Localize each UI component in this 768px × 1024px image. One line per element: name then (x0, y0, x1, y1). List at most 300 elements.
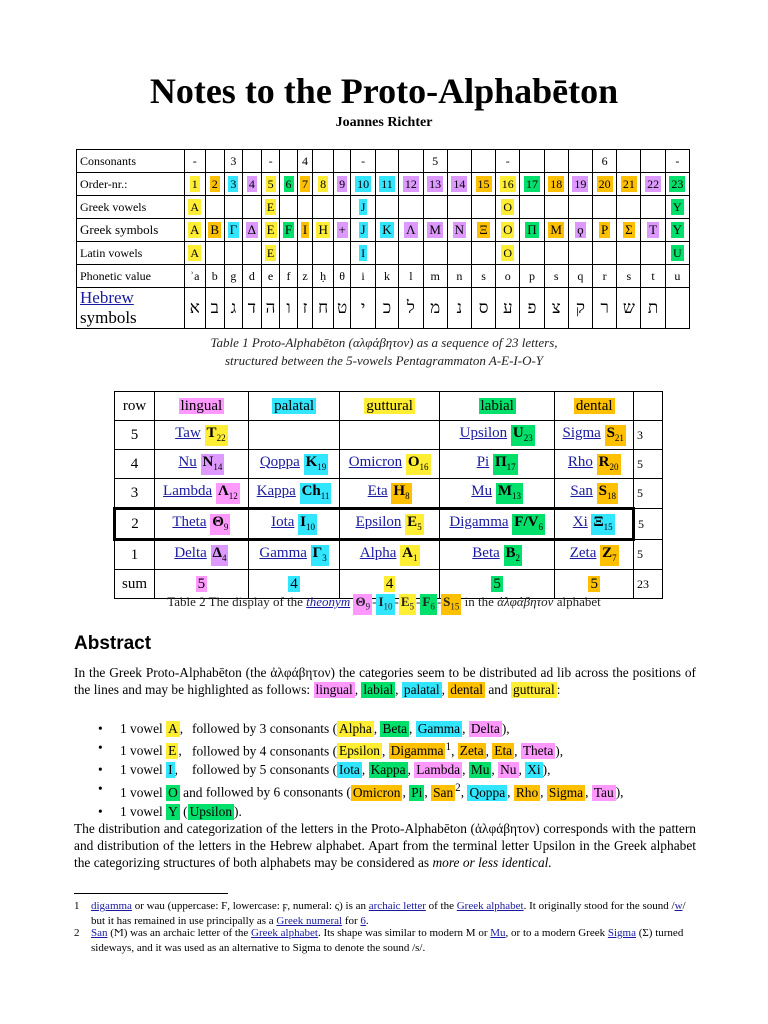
t2-sum-label: sum (115, 570, 155, 599)
paragraph-text: The distribution and categorization of the letters in the Proto-Alphabēton (ἀλφάβητον) corresponds with the pattern and distribution of the letters in the Hebrew alphabet. Apart from the terminal letter Upsilon in the Greek alphabet the categorizing structures of both alphabets may be considered as (74, 821, 696, 870)
t1-row (77, 288, 690, 329)
symbol-index: 10 (383, 601, 393, 612)
footnote-link[interactable]: San (91, 927, 108, 939)
t2-cell (340, 450, 440, 479)
t1-cell-value: Γ (229, 222, 238, 237)
abstract-paragraph-2 (74, 820, 696, 871)
category-label: dental (575, 397, 613, 414)
t1-row (77, 219, 690, 242)
t2-header-row (115, 392, 663, 421)
t1-cell (593, 196, 617, 219)
t2-cell (340, 479, 440, 509)
t1-cell (399, 196, 423, 219)
t1-cell (568, 242, 592, 265)
letter-link[interactable]: Epsilon (355, 513, 402, 530)
symbol-index: 9 (223, 521, 229, 532)
letter-link[interactable]: Omicron (348, 453, 403, 470)
t1-cell-value: - (268, 153, 273, 168)
symbol-index: 15 (603, 521, 613, 532)
letter-link[interactable]: Lambda (163, 482, 213, 499)
t1-cell-value: I (302, 222, 308, 237)
footnote-link[interactable]: w (674, 900, 683, 912)
vowel: E (168, 743, 177, 759)
t1-cell-value: N (454, 222, 465, 237)
symbol-glyph: M (497, 482, 513, 499)
t2-row-number: 5 (115, 421, 155, 450)
t1-cell (447, 150, 471, 173)
paragraph-text: and (488, 682, 508, 697)
symbol-glyph: B (505, 544, 516, 561)
t1-cell-value: n (456, 268, 463, 283)
proto-alphabeton-table (76, 149, 690, 329)
t1-cell (297, 196, 313, 219)
t1-cell (205, 265, 224, 288)
t2-header-cell (248, 392, 340, 421)
t1-cell (496, 242, 520, 265)
t2-cell (155, 421, 249, 450)
letter-link[interactable]: Beta (472, 544, 500, 561)
t1-cell (280, 265, 297, 288)
t1-cell (242, 288, 261, 329)
letter-link[interactable]: Kappa (256, 482, 296, 499)
t1-cell (333, 219, 351, 242)
letter-symbol (493, 454, 518, 475)
t1-cell-value: u (674, 268, 681, 283)
t1-cell (423, 219, 447, 242)
symbol-index: 10 (306, 521, 316, 532)
t1-cell (185, 196, 206, 219)
t2-count: 5 (634, 540, 663, 570)
t1-cell (313, 196, 334, 219)
t2-row (115, 509, 663, 540)
t1-cell-value: q (577, 268, 584, 283)
theonym-link[interactable]: theonym (306, 594, 351, 609)
caption-line: Table 1 Proto-Alphabēton (αλφάβητον) as a sequence of 23 letters, (210, 335, 558, 350)
t1-cell-value: B (210, 222, 220, 237)
formula-symbol (353, 594, 372, 615)
symbol-glyph: K (305, 453, 318, 470)
t1-cell-value: 16 (501, 177, 514, 191)
letter-link[interactable]: Eta (367, 482, 388, 499)
t1-cell (665, 150, 689, 173)
t2-count: 5 (634, 479, 663, 509)
symbol-glyph: U (512, 424, 524, 441)
t1-cell-value: z (302, 268, 308, 283)
symbol-index: 11 (320, 490, 330, 501)
t1-cell (593, 173, 617, 196)
t1-cell (423, 196, 447, 219)
t2-cell (248, 479, 340, 509)
letter-link[interactable]: Taw (175, 424, 201, 441)
t1-cell-value: 22 (647, 177, 660, 191)
letter-name: San (433, 784, 454, 800)
footnote-link[interactable]: Greek alphabet (251, 927, 318, 939)
vowel-lead: 1 vowel I , (120, 762, 178, 778)
t1-cell (617, 219, 641, 242)
t1-cell-value: 21 (622, 177, 635, 191)
category-label: guttural (366, 397, 413, 414)
caption-greek: ἀλφάβητον (497, 594, 554, 609)
vowel: Y (168, 803, 178, 819)
t1-cell (568, 219, 592, 242)
sum-value: 4 (385, 575, 394, 592)
letter-name: Upsilon (189, 803, 233, 819)
t1-cell-value: Σ (625, 222, 633, 237)
t1-cell (447, 196, 471, 219)
t1-cell (261, 242, 279, 265)
t1-cell (665, 173, 689, 196)
symbol-glyph: E (407, 513, 418, 530)
t1-cell-value: 7 (302, 177, 309, 191)
t1-cell (520, 265, 544, 288)
t1-cell-value: 3 (230, 177, 237, 191)
t1-cell (351, 242, 375, 265)
list-item: • 1 vowel Y ( Upsilon ). (98, 803, 242, 819)
t1-cell (242, 242, 261, 265)
t1-cell-value: s (626, 268, 632, 283)
t1-cell (641, 196, 665, 219)
t1-cell (471, 265, 495, 288)
t1-cell (375, 288, 399, 329)
footnote-link[interactable]: Mu (490, 927, 506, 939)
footnote-text-part: (Σ) turned sideways, and it was used as an alternative to Sigma to denote the sound /s/. (91, 927, 684, 954)
t1-cell-value: 9 (339, 177, 346, 191)
list-item: • 1 vowel E , followed by 4 consonants ( Epsilon , Digamma $^1$, Zeta , Eta , Theta ), (98, 740, 564, 759)
t1-cell (297, 173, 313, 196)
t1-cell (471, 196, 495, 219)
t1-cell-value: J (360, 222, 366, 237)
t1-cell (313, 219, 334, 242)
letter-link[interactable]: Xi (572, 513, 588, 530)
letter-symbol (512, 514, 545, 535)
t1-cell-value: פ (527, 298, 537, 317)
symbol-index: 12 (228, 490, 238, 501)
t1-cell (297, 150, 313, 173)
t1-cell (641, 173, 665, 196)
t2-cell (248, 540, 340, 570)
t1-cell (224, 265, 242, 288)
t1-cell (520, 150, 544, 173)
t1-cell (447, 288, 471, 329)
t1-cell (617, 265, 641, 288)
t1-cell-value: ḥ (320, 268, 327, 283)
t1-cell (280, 196, 297, 219)
letter-link[interactable]: Qoppa (259, 453, 300, 470)
t1-cell (544, 288, 568, 329)
t1-cell (496, 288, 520, 329)
t1-row-label: Phonetic value (77, 265, 185, 288)
author: Joannes Richter (335, 115, 433, 130)
t1-cell (185, 219, 206, 242)
symbol-glyph: A (402, 544, 414, 561)
t1-cell (471, 173, 495, 196)
t1-cell (447, 265, 471, 288)
bullet: • (98, 721, 103, 736)
t1-cell-value: ש (622, 298, 635, 317)
letter-link[interactable]: Sigma (562, 424, 601, 441)
letter-link[interactable]: Zeta (569, 544, 597, 561)
footnote-text-part: . (365, 915, 369, 927)
t1-cell (242, 219, 261, 242)
bullet: • (98, 762, 103, 778)
t1-cell (375, 150, 399, 173)
t1-cell (665, 196, 689, 219)
t1-cell (399, 219, 423, 242)
t1-cell (224, 196, 242, 219)
category-term: guttural (513, 682, 555, 697)
letter-link[interactable]: Pi (476, 453, 490, 470)
t1-cell (375, 173, 399, 196)
footnote-text-part: . It originally stood for the sound / (523, 900, 675, 912)
t1-cell (520, 196, 544, 219)
t1-cell (351, 173, 375, 196)
list-text: followed by 3 consonants ( (192, 721, 338, 736)
t1-cell (496, 265, 520, 288)
letter-name: Beta (382, 721, 408, 736)
t1-cell (568, 265, 592, 288)
letter-link[interactable]: Rho (567, 453, 593, 470)
t2-cell (340, 421, 440, 450)
t1-cell-value: A (190, 246, 200, 260)
t1-row-label: Greek vowels (77, 196, 185, 219)
letter-symbol (591, 514, 614, 535)
t1-cell-value: A (190, 222, 200, 237)
letter-name: Mu (470, 762, 490, 778)
symbol-glyph: Γ (312, 544, 323, 561)
letter-symbol (304, 454, 329, 475)
t2-cell (555, 479, 634, 509)
symbol-glyph: N (202, 453, 214, 470)
t1-cell (423, 288, 447, 329)
t1-cell-value: M (429, 222, 441, 237)
t1-row-label: Consonants (77, 150, 185, 173)
t1-cell (185, 265, 206, 288)
symbol-glyph: S (598, 482, 607, 499)
t1-cell-value: ג (230, 298, 237, 317)
t1-cell (471, 150, 495, 173)
t1-cell-value: H (318, 222, 328, 237)
letter-link[interactable]: San (570, 482, 593, 499)
t1-cell (205, 288, 224, 329)
t1-cell-value: ק (575, 298, 585, 317)
t1-cell (375, 242, 399, 265)
symbol-index: 6 (430, 601, 435, 612)
t1-cell (399, 173, 423, 196)
t1-cell-value: 11 (381, 177, 393, 191)
letter-symbol (504, 545, 523, 566)
footnote-text (91, 926, 701, 956)
caption-line: structured between the 5-vowels Pentagrammaton A-E-I-O-Y (224, 353, 544, 368)
paragraph-text: In the Greek Proto-Alphabēton (the ἀλφάβητον) the categories seem to be distributed ad lib across the positions of the lines and may be highlighted as follows: (74, 665, 696, 697)
t1-cell-value: 18 (550, 177, 563, 191)
caption-text: alphabet (553, 594, 601, 609)
letter-link[interactable]: Gamma (259, 544, 307, 561)
t1-cell (423, 150, 447, 173)
t1-cell-value: ע (502, 298, 513, 317)
t1-cell (399, 265, 423, 288)
t1-cell (333, 242, 351, 265)
footnote-link[interactable]: digamma (91, 900, 132, 912)
t1-cell (544, 219, 568, 242)
formula-symbol (399, 594, 416, 615)
t1-cell (544, 196, 568, 219)
t1-cell (261, 196, 279, 219)
t1-cell (544, 173, 568, 196)
footnote-link[interactable]: Sigma (607, 927, 636, 939)
t2-row (115, 421, 663, 450)
t1-cell (665, 219, 689, 242)
sum-value: 4 (290, 575, 298, 592)
vowel-list (74, 719, 714, 821)
t1-cell (471, 288, 495, 329)
symbol-index: 8 (405, 490, 410, 501)
footnote-text-part: for (342, 915, 361, 927)
t1-cell (544, 265, 568, 288)
symbol-index: 13 (512, 490, 522, 501)
t1-cell-value: 12 (404, 177, 417, 191)
t1-cell-value: 4 (248, 177, 255, 191)
t1-cell (544, 242, 568, 265)
letter-symbol (511, 425, 535, 446)
t2-cell (439, 509, 554, 540)
symbol-glyph: S (443, 594, 451, 609)
letter-name: Qoppa (469, 784, 506, 800)
footnote-text-part: / but it has remained in use principally as a (91, 900, 686, 927)
letter-link[interactable]: Digamma (449, 513, 509, 530)
t1-cell (313, 288, 334, 329)
t1-cell (471, 242, 495, 265)
letter-name: Pi (411, 784, 423, 800)
sum-value: 5 (493, 575, 501, 592)
t1-cell-value: כ (382, 298, 392, 317)
letter-symbol (400, 545, 419, 566)
t1-cell-value: P (601, 222, 609, 237)
symbol-index: 9 (365, 601, 371, 612)
page-title: Notes to the Proto-Alphabēton (149, 71, 619, 111)
footnote-link[interactable]: archaic letter (368, 900, 426, 912)
symbol-glyph: I (378, 594, 384, 609)
t1-cell-value: e (267, 268, 274, 283)
letter-link[interactable]: Theta (172, 513, 207, 530)
category-label: labial (480, 397, 514, 414)
t1-cell (447, 173, 471, 196)
t1-cell (205, 173, 224, 196)
t1-cell (375, 265, 399, 288)
letter-link[interactable]: Nu (178, 453, 197, 470)
t1-cell (313, 265, 334, 288)
t1-cell-value: l (409, 268, 413, 283)
t1-cell-value: E (266, 200, 275, 214)
t1-cell-value: 14 (453, 177, 466, 191)
t1-cell (297, 242, 313, 265)
abstract-heading: Abstract (74, 633, 152, 654)
t2-header-cell (555, 392, 634, 421)
hebrew-link[interactable]: Hebrew (80, 288, 134, 307)
t1-cell-value: M (550, 222, 562, 237)
symbol-glyph: H (393, 482, 406, 499)
t1-cell-value: Y (673, 200, 682, 214)
letter-name: Gamma (417, 721, 461, 736)
footnote-link[interactable]: Greek alphabet (456, 900, 524, 912)
t1-cell-value: מ (430, 298, 441, 317)
symbol-glyph: Ξ (593, 513, 604, 530)
t2-cell (155, 540, 249, 570)
vowel: A (168, 721, 178, 736)
caption-text: in the (461, 594, 498, 609)
t2-row (115, 450, 663, 479)
t1-cell (242, 150, 261, 173)
t1-cell (224, 219, 242, 242)
list-text: followed by 5 consonants ( (192, 762, 338, 778)
t1-cell-value: צ (551, 298, 561, 317)
letter-link[interactable]: Upsilon (459, 424, 508, 441)
t1-cell-value: 23 (671, 177, 684, 191)
t1-cell (333, 265, 351, 288)
t1-cell-value: 2 (211, 177, 218, 191)
t1-cell (399, 242, 423, 265)
t1-cell (617, 173, 641, 196)
footnote-text (91, 899, 701, 929)
t1-cell-value: k (383, 268, 390, 283)
t1-cell (375, 219, 399, 242)
symbol-glyph: O (407, 453, 420, 470)
t1-cell (280, 173, 297, 196)
letter-link[interactable]: Iota (271, 513, 295, 530)
t1-cell-value: U (673, 246, 682, 260)
t1-cell (496, 150, 520, 173)
t1-cell-value: 10 (357, 177, 370, 191)
symbol-index: 19 (317, 461, 327, 472)
t1-row-label: Greek symbols (77, 219, 185, 242)
t2-row (115, 479, 663, 509)
letter-name: Epsilon (339, 743, 380, 759)
t1-cell (496, 219, 520, 242)
t1-cell (568, 288, 592, 329)
footnote-text-part: , or to a modern Greek (505, 927, 608, 939)
t1-cell (399, 150, 423, 173)
letter-name: Zeta (459, 743, 484, 759)
t1-cell-value: 6 (601, 153, 608, 168)
t1-cell (297, 265, 313, 288)
bullet: • (98, 803, 103, 819)
t2-cell (155, 479, 249, 509)
t1-cell (423, 242, 447, 265)
t1-cell (205, 219, 224, 242)
t1-cell (280, 242, 297, 265)
t1-cell (593, 242, 617, 265)
t2-row-number: 1 (115, 540, 155, 570)
t1-cell (568, 173, 592, 196)
t1-cell-value: ל (406, 298, 415, 317)
t1-cell-value: Y (672, 222, 683, 237)
symbol-index: 14 (213, 461, 223, 472)
abstract-paragraph-1: In the Greek Proto-Alphabēton (the ἀλφάβητον) the categories seem to be distributed ad lib across the positions of the lines and may be highlighted as follows: lingual , labial , palatal , dental and guttural : (74, 665, 696, 697)
letter-link[interactable]: Mu (471, 482, 493, 499)
t1-cell (641, 242, 665, 265)
letter-link[interactable]: Delta (174, 544, 207, 561)
t1-cell-value: 1 (191, 177, 198, 191)
t2-cell (248, 421, 340, 450)
letter-link[interactable]: Alpha (359, 544, 397, 561)
symbol-glyph: Ch (301, 482, 321, 499)
t1-cell (224, 288, 242, 329)
letter-name: Lambda (416, 762, 461, 778)
symbol-index: 4 (221, 552, 227, 563)
footnote-link[interactable]: 6 (360, 915, 366, 927)
t1-cell-value: ʾa (190, 268, 200, 283)
footnote-link[interactable]: Greek numeral (276, 915, 343, 927)
t2-count: 5 (634, 450, 663, 479)
